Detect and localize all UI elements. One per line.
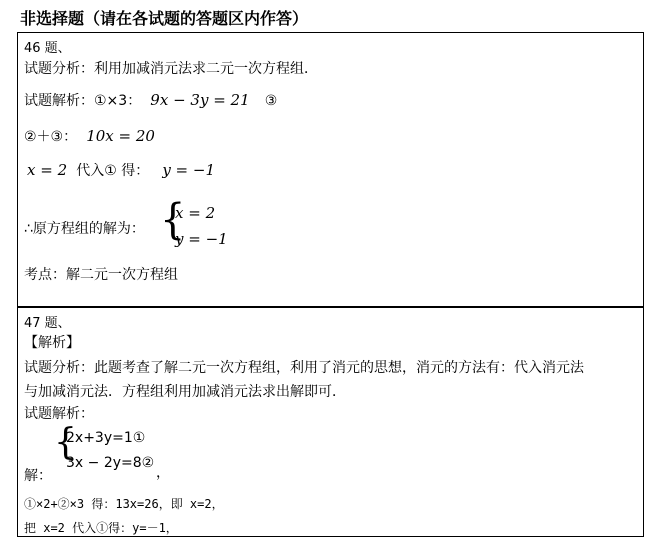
q47-heading: 【解析】 xyxy=(24,335,80,351)
q46-step3-x: x = 2 xyxy=(27,161,68,179)
q46-solution-equation: 9x − 3y = 21 xyxy=(150,91,250,109)
q46-step3-line xyxy=(27,160,215,180)
q46-system-line-1: x = 2 xyxy=(175,204,216,222)
q47-jie-label: 解： xyxy=(24,468,52,484)
q46-step3-text: 代入① 得： xyxy=(76,163,150,179)
q47-step-2: 把 x=2 代入①得：y=－1， xyxy=(24,521,178,535)
q46-analysis: 试题分析：利用加减消元法求二元一次方程组． xyxy=(24,61,318,77)
q46-system-line-2: y = −1 xyxy=(175,230,228,248)
q46-conclusion-text: ∴原方程组的解为： xyxy=(24,221,145,237)
q46-solution-prefix: 试题解析：①×3： xyxy=(24,93,142,109)
section-title: 非选择题（请在各试题的答题区内作答） xyxy=(20,9,309,28)
q46-solution-mark: ③ xyxy=(264,93,278,109)
q47-analysis-line-2: 与加减消元法．方程组利用加减消元法求出解即可． xyxy=(24,384,346,400)
q47-system-line-2: 3x − 2y=8② xyxy=(66,455,155,471)
question-47-number: 47 题、 xyxy=(24,316,71,331)
q47-solution-label: 试题解析： xyxy=(24,406,94,422)
q47-system-line-1: 2x+3y=1① xyxy=(66,430,146,446)
q46-system-brace: { xyxy=(160,195,186,245)
q46-step2-prefix: ②＋③： xyxy=(24,129,78,145)
q46-keypoint: 考点：解二元一次方程组 xyxy=(24,267,178,283)
question-46-number: 46 题、 xyxy=(24,41,71,56)
q46-solution-line xyxy=(24,90,277,110)
q47-system-brace: { xyxy=(54,422,77,463)
q47-analysis-line-1: 试题分析：此题考查了解二元一次方程组，利用了消元的思想，消元的方法有：代入消元法 xyxy=(24,360,584,376)
q46-step2-equation: 10x = 20 xyxy=(86,127,155,145)
q47-step-1: ①×2+②×3 得：13x=26，即 x=2， xyxy=(24,497,224,511)
q47-system-tail: ， xyxy=(156,465,170,481)
q46-step2-line xyxy=(24,126,155,146)
q46-step3-y: y = −1 xyxy=(162,161,216,179)
